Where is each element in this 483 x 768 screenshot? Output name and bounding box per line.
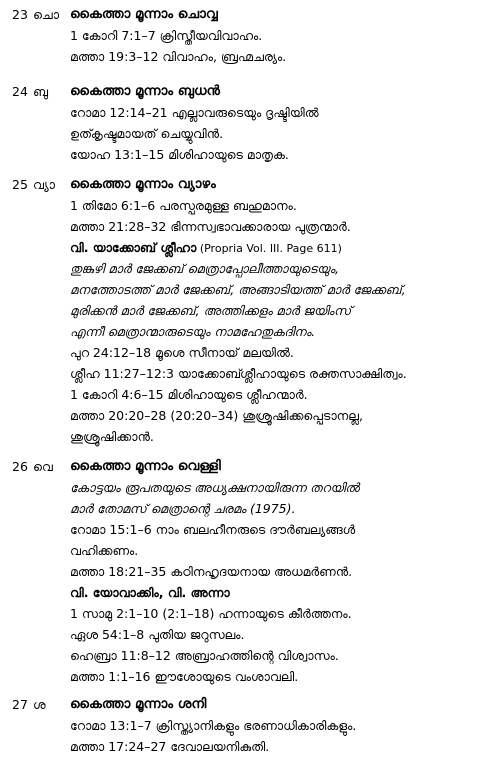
reading-text (70, 519, 355, 540)
reading-row (0, 25, 483, 46)
day-header (0, 4, 483, 25)
reading-row (0, 645, 483, 666)
reading-text (70, 216, 351, 237)
day-header (0, 694, 483, 715)
day-header (0, 174, 483, 195)
line-text: വി. യാക്കോബ് ശ്ലീഹാ (70, 240, 197, 255)
reading-text (70, 342, 294, 363)
line-text: മനത്തോടത്ത് മാർ ജേക്കബ്, അങ്ങാടിയത്ത് മാർ ജേക്കബ്, (70, 282, 406, 297)
line-text: മത്താ 19:3–12 വിവാഹം, ബ്രഹ്മചര്യം. (70, 49, 287, 64)
day-title: കൈത്താ മൂന്നാം വ്യാഴം (70, 176, 216, 192)
reading-row (0, 736, 483, 757)
reading-row (0, 258, 483, 279)
weekday-abbr: ചൊ (33, 7, 60, 22)
reading-row (0, 216, 483, 237)
feast-name (70, 237, 342, 259)
reading-text (70, 363, 407, 384)
line-text: 1 തിമോ 6:1–6 പരസ്പരമുള്ള ബഹുമാനം. (70, 198, 297, 213)
line-text: 1 സാമു 2:1–10 (2:1–18) ഹന്നായുടെ കീർത്തനം. (70, 606, 352, 621)
day-entry (0, 4, 483, 67)
line-text: യോഹ 13:1–15 മിശിഹായുടെ മാതൃക. (70, 147, 289, 162)
line-text: മത്താ 1:1–16 ഈശോയുടെ വംശാവലി. (70, 669, 299, 684)
reading-text (70, 715, 356, 736)
reading-row (0, 102, 483, 123)
reading-text (70, 561, 352, 582)
commemoration-note (70, 258, 339, 279)
commemoration-note (70, 498, 295, 519)
line-text: ഉത്കൃഷ്ടമായത് ചെയ്യുവിൻ. (70, 126, 224, 141)
reading-row (0, 561, 483, 582)
reading-row (0, 426, 483, 447)
reading-text (70, 46, 286, 67)
line-text: വഹിക്കണം. (70, 543, 139, 558)
reading-row (0, 477, 483, 498)
day-entry (0, 81, 483, 165)
reading-row (0, 363, 483, 384)
reading-text (70, 195, 297, 216)
line-text: കോട്ടയം രൂപതയുടെ അധ്യക്ഷനായിരുന്ന തറയിൽ (70, 480, 360, 495)
line-text: മത്താ 17:24–27 ദേവാലയനികുതി. (70, 739, 270, 754)
line-text: പുറ 24:12–18 മൂശെ സീനായ് മലയിൽ. (70, 345, 294, 360)
line-text: 1 കോറി 4:6–15 മിശിഹായുടെ ശ്ലീഹന്മാർ. (70, 387, 308, 402)
commemoration-note (70, 321, 315, 342)
day-title: കൈത്താ മൂന്നാം ചൊവ്വ (70, 6, 218, 22)
line-text: മത്താ 18:21–35 കഠിനഹൃദയനായ അധമർണൻ. (70, 564, 353, 579)
reading-text (70, 736, 269, 757)
reading-text (70, 25, 262, 46)
day-number: 27 (12, 697, 28, 712)
line-text: വി. യോവാക്കിം, വി. അന്നാ (70, 585, 230, 600)
day-number: 25 (12, 177, 28, 192)
reading-text (70, 666, 298, 687)
reading-text (70, 384, 308, 405)
line-text: ഹെബ്രാ 11:8–12 അബ്രാഹത്തിന്റെ വിശ്വാസം. (70, 648, 339, 663)
line-text: തുങ്കുഴി മാർ ജേക്കബ് മെത്രാപ്പോലീത്തായുടെയും, (70, 261, 339, 276)
reading-text (70, 540, 138, 561)
reading-row (0, 498, 483, 519)
weekday-abbr: വ്യാ (33, 177, 56, 192)
day-entry (0, 456, 483, 687)
reading-row (0, 582, 483, 603)
weekday-abbr: ശ (33, 697, 46, 712)
commemoration-note (70, 477, 359, 498)
reading-row (0, 321, 483, 342)
feast-name (70, 582, 230, 603)
reading-row (0, 342, 483, 363)
line-text: റോമാ 12:14–21 എല്ലാവരുടെയും ദൃഷ്ടിയിൽ (70, 105, 319, 120)
reading-text (70, 624, 245, 645)
reading-row (0, 519, 483, 540)
day-header (0, 81, 483, 102)
line-text: ശുശ്രൂഷിക്കാൻ. (70, 429, 154, 444)
line-text: മാർ തോമസ് മെത്രാന്റെ ചരമം (1975). (70, 501, 296, 516)
reading-row (0, 603, 483, 624)
reading-row (0, 46, 483, 67)
reading-text (70, 123, 223, 144)
reading-row (0, 195, 483, 216)
line-text: റോമാ 13:1–7 ക്രിസ്ത്യാനികളും ഭരണാധികാരികളും. (70, 718, 357, 733)
reading-text (70, 426, 154, 447)
reading-row (0, 666, 483, 687)
reading-text (70, 405, 363, 426)
day-title: കൈത്താ മൂന്നാം ബുധൻ (70, 83, 220, 99)
line-text: ഏശ 54:1–8 പുതിയ ജറുസലം. (70, 627, 245, 642)
line-text: മുരിക്കൻ മാർ ജേക്കബ്, അത്തിക്കളം മാർ ജയിംസ് (70, 303, 352, 318)
reading-row (0, 237, 483, 258)
commemoration-note (70, 300, 351, 321)
day-title: കൈത്താ മൂന്നാം വെള്ളി (70, 458, 221, 474)
reading-row (0, 279, 483, 300)
line-text: മത്താ 21:28–32 ഭിന്നസ്വഭാവക്കാരായ പുത്രന്മാർ. (70, 219, 351, 234)
reading-text (70, 603, 352, 624)
line-text: ശ്ലീഹ 11:27–12:3 യാക്കോബ്ശ്ലീഹായുടെ രക്തസാക്ഷിത്വം. (70, 366, 407, 381)
reading-text (70, 645, 339, 666)
line-text: 1 കോറി 7:1–7 ക്രിസ്തീയവിവാഹം. (70, 28, 263, 43)
commemoration-note (70, 279, 406, 300)
day-number: 23 (12, 7, 28, 22)
reading-row (0, 624, 483, 645)
reading-text (70, 144, 289, 165)
day-number: 26 (12, 459, 28, 474)
reading-row (0, 715, 483, 736)
line-text: റോമാ 15:1–6 നാം ബലഹീനരുടെ ദൗർബല്യങ്ങൾ (70, 522, 356, 537)
reading-row (0, 405, 483, 426)
reading-text (70, 102, 319, 123)
reading-row (0, 540, 483, 561)
propria-reference: (Propria Vol. III. Page 611) (196, 242, 342, 255)
day-title: കൈത്താ മൂന്നാം ശനി (70, 696, 207, 712)
weekday-abbr: വെ (33, 459, 53, 474)
line-text: എന്നീ മെത്രാന്മാരുടെയും നാമഹേതുകദിനം. (70, 324, 316, 339)
reading-row (0, 300, 483, 321)
day-entry (0, 694, 483, 757)
weekday-abbr: ബു (33, 84, 49, 99)
reading-row (0, 384, 483, 405)
reading-row (0, 123, 483, 144)
day-header (0, 456, 483, 477)
reading-row (0, 144, 483, 165)
day-entry (0, 174, 483, 447)
line-text: മത്താ 20:20–28 (20:20–34) ശുശ്രൂഷിക്കപ്പെടാനല്ല, (70, 408, 363, 423)
day-number: 24 (12, 84, 28, 99)
